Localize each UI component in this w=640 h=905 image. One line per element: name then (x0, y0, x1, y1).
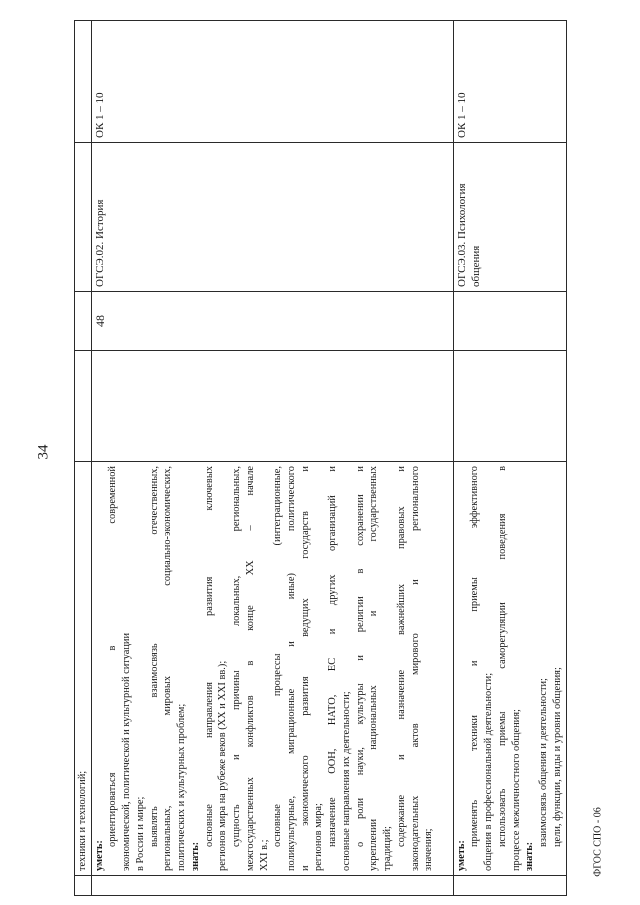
section-heading: знать: (189, 841, 201, 871)
content-line: общения в профессиональной деятельности; (483, 672, 495, 871)
content-line: применять техники и приемы эффективного (469, 466, 481, 847)
content-line: сущность и причины локальных, региональных, (231, 466, 243, 847)
empty-cell (453, 351, 566, 462)
content-line: политических и культурных проблем; (176, 703, 188, 871)
content-line: регионов мира на рубеже веков (XX и XXI вв.); (217, 660, 229, 871)
content-cell (453, 462, 566, 876)
footer-code: ФГОС СПО - 06 (592, 807, 604, 877)
hours-cell (453, 292, 566, 351)
section-heading: уметь: (93, 840, 105, 871)
empty-cell (75, 21, 92, 143)
content-cell (91, 462, 453, 876)
empty-cell (75, 876, 92, 896)
competencies-cell: ОК 1 – 10 (91, 21, 453, 143)
table-row-psychology (453, 21, 566, 896)
content-cell: техники и технологий; (75, 462, 92, 876)
content-line: основные направления их деятельности; (340, 691, 352, 871)
content-line: законодательных актов мирового и регионального (409, 466, 421, 871)
hours-cell: 48 (91, 292, 453, 351)
discipline-cell: ОГСЭ.02. История (91, 143, 453, 292)
curriculum-table (74, 20, 567, 896)
content-line: использовать приемы саморегуляции поведения в (496, 466, 508, 847)
section-heading: уметь: (455, 840, 467, 871)
content-line: о роли науки, культуры и религии в сохранении и (354, 466, 366, 847)
content-line: традиций; (382, 826, 394, 871)
content-line: содержание и назначение важнейших правовых и (395, 466, 407, 847)
page-number: 34 (35, 444, 52, 460)
content-line: межгосударственных конфликтов в конце XX – начале (244, 466, 256, 871)
content-line: процессе межличностного общения; (510, 709, 522, 871)
rotated-page-content (74, 20, 563, 896)
content-line: взаимосвязь общения и деятельности; (538, 678, 550, 847)
content-line: основные направления развития ключевых (203, 466, 215, 847)
content-line: укреплении национальных и государственных (368, 466, 380, 871)
content-line: поликультурные, миграционные и иные) политического (286, 466, 298, 871)
empty-cell (75, 143, 92, 292)
table-row-continuation (75, 21, 92, 896)
content-line: регионов мира; (313, 803, 325, 871)
empty-cell (91, 351, 453, 462)
table-row-history (91, 21, 453, 896)
discipline-cell: ОГСЭ.03. Психология общения (453, 143, 566, 292)
content-line: основные процессы (интеграционные, (272, 466, 284, 847)
section-heading: знать: (524, 841, 536, 871)
content-line: назначение ООН, НАТО, ЕС и других организаций и (327, 466, 339, 847)
content-line: в России и мире; (134, 796, 146, 871)
empty-cell (75, 292, 92, 351)
content-line: значения; (423, 828, 435, 871)
content-line: региональных, мировых социально-экономических, (162, 466, 174, 871)
content-line: ориентироваться в современной (107, 466, 119, 847)
content-line: и экономического развития ведущих государств и (299, 466, 311, 871)
empty-cell (453, 876, 566, 896)
content-line: экономической, политической и культурной ситуации (121, 632, 133, 871)
empty-cell (91, 876, 453, 896)
content-line: цели, функции, виды и уровни общения; (551, 667, 563, 847)
empty-cell (75, 351, 92, 462)
competencies-cell: ОК 1 – 10 (453, 21, 566, 143)
content-line: XXI в.; (258, 839, 270, 871)
content-line: выявлять взаимосвязь отечественных, (148, 466, 160, 847)
